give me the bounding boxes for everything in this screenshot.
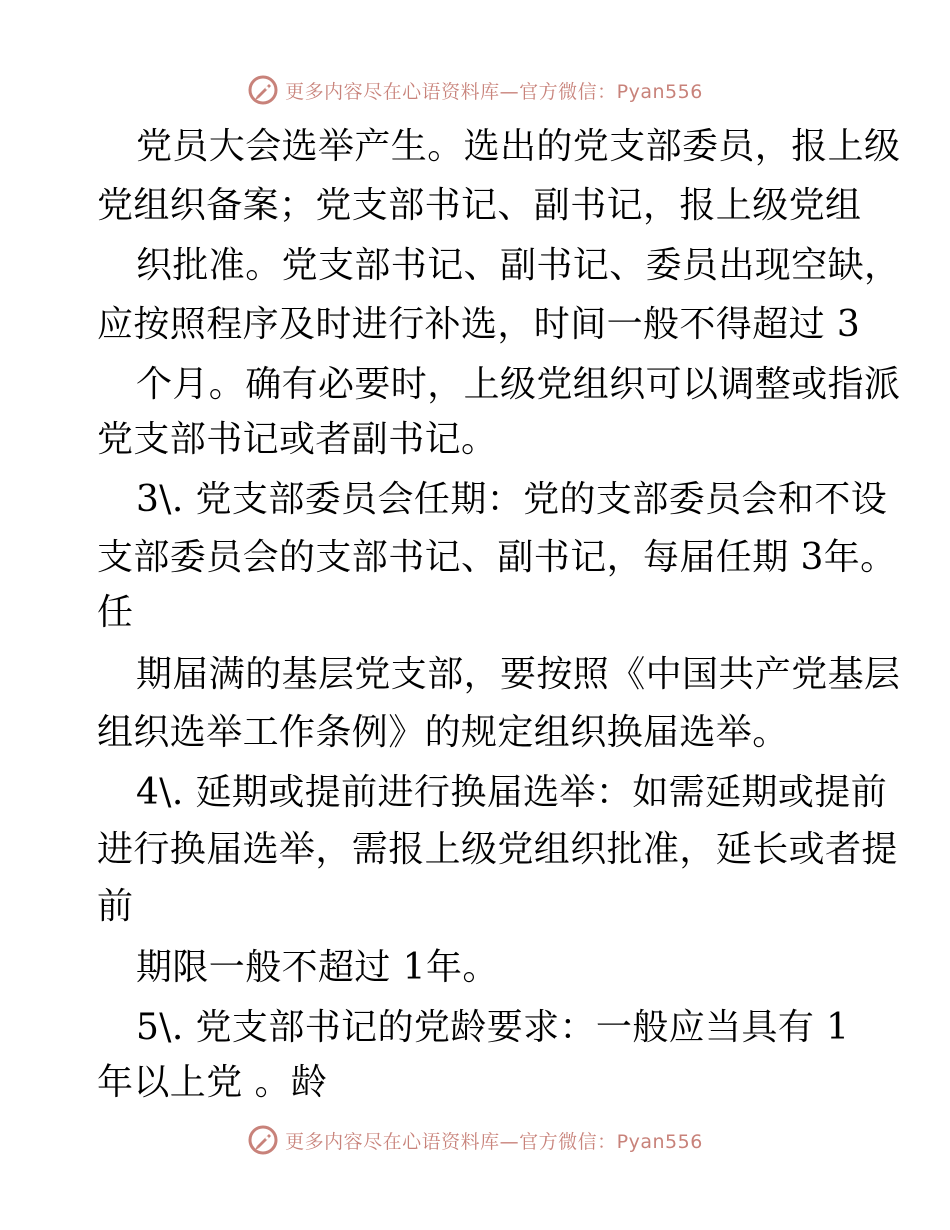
- text-line: 任: [97, 592, 134, 633]
- text-line: 织批准。党支部书记、副书记、委员出现空缺，: [136, 245, 901, 286]
- text-line: 前: [97, 886, 134, 927]
- text-line: 期届满的基层党支部，要按照《中国共产党基层: [136, 654, 901, 695]
- watermark-text: 更多内容尽在心语资料库—官方微信：Pyan556: [285, 1130, 703, 1153]
- text-line: 党支部书记或者副书记。: [97, 419, 498, 460]
- text-line: 年以上党 。龄: [97, 1062, 328, 1103]
- text-line: 支部委员会的支部书记、副书记，每届任期 3年。: [97, 537, 897, 578]
- pen-logo-icon: [247, 74, 279, 106]
- text-line: 期限一般不超过 1年。: [136, 947, 499, 988]
- footer-watermark: [0, 1122, 950, 1158]
- watermark-group: [247, 74, 703, 106]
- text-line: 党组织备案；党支部书记、副书记，报上级党组: [97, 185, 862, 226]
- text-line: 个月。确有必要时，上级党组织可以调整或指派: [136, 364, 901, 405]
- header-watermark: [0, 72, 950, 108]
- text-line: 党员大会选举产生。选出的党支部委员，报上级: [136, 126, 901, 167]
- text-line: 5\. 党支部书记的党龄要求：一般应当具有 1: [136, 1007, 850, 1048]
- text-line: 进行换届选举，需报上级党组织批准，延长或者提: [97, 829, 898, 870]
- watermark-text: 更多内容尽在心语资料库—官方微信：Pyan556: [285, 80, 703, 103]
- text-line: 3\. 党支部委员会任期：党的支部委员会和不设: [136, 479, 888, 520]
- watermark-group: [247, 1124, 703, 1156]
- pen-logo-icon: [247, 1124, 279, 1156]
- text-line: 4\. 延期或提前进行换届选举：如需延期或提前: [136, 772, 888, 813]
- text-line: 应按照程序及时进行补选，时间一般不得超过 3: [97, 304, 861, 345]
- text-line: 组织选举工作条例》的规定组织换届选举。: [97, 712, 789, 753]
